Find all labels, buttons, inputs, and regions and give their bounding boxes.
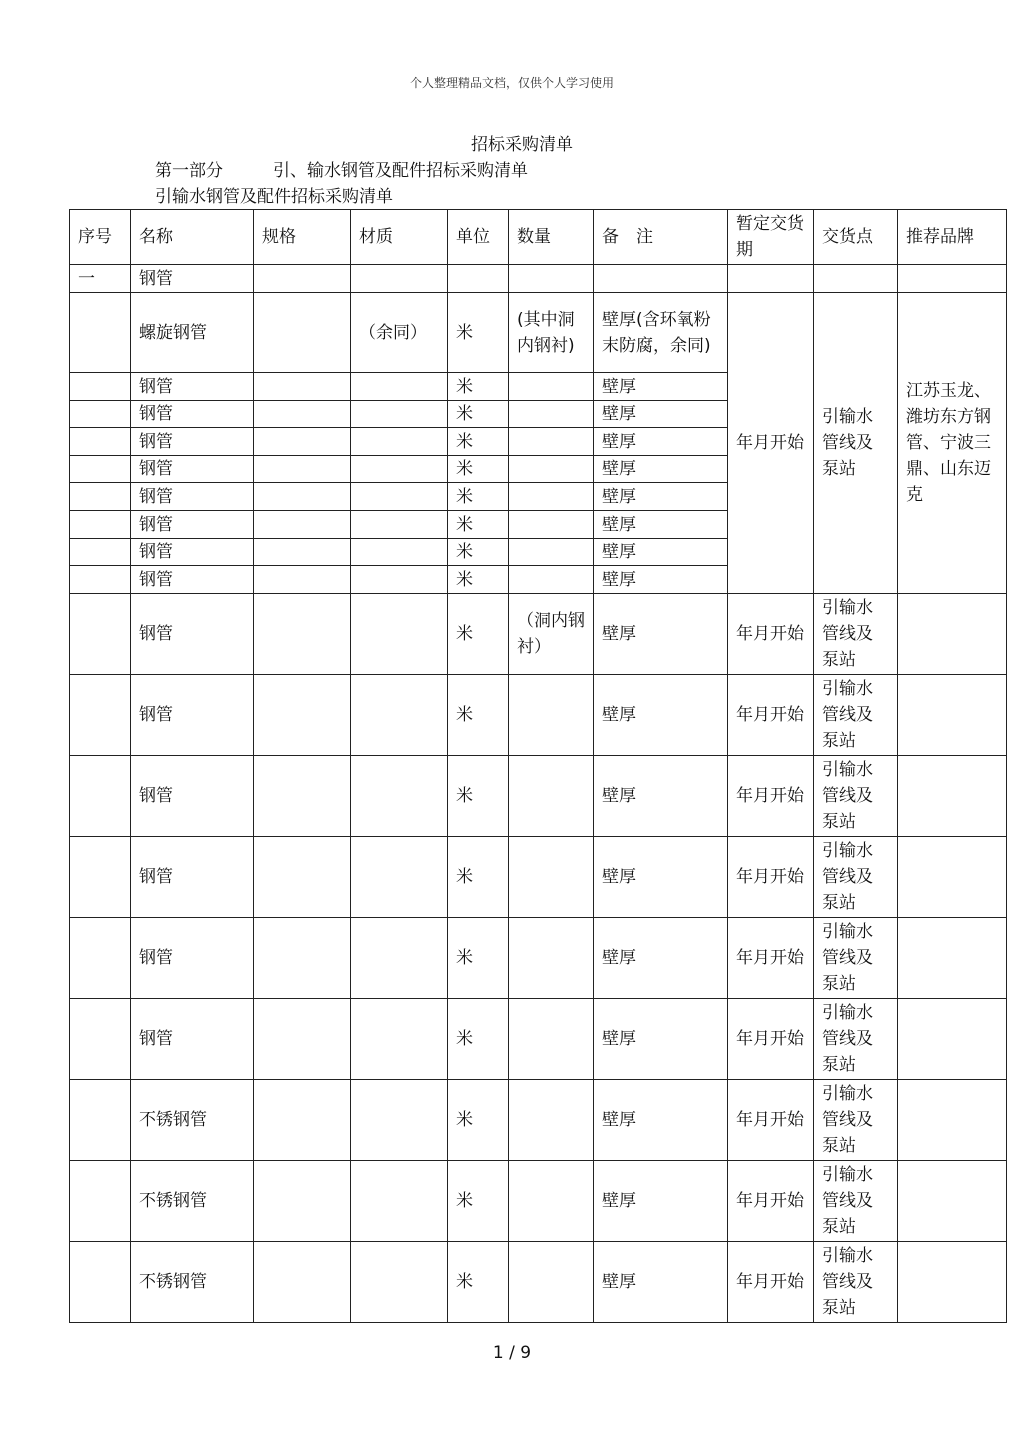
cell-delivery-point: 引输水管线及泵站 [814,594,898,675]
cell-delivery-point: 引输水管线及泵站 [814,756,898,837]
cell-material [351,918,448,999]
cell-index [70,428,131,456]
cell-delivery-time: 年月开始 [728,837,814,918]
cell-note: 壁厚 [594,1242,728,1323]
cell-material [351,837,448,918]
cell-delivery-time: 年月开始 [728,675,814,756]
cell-material [351,675,448,756]
cell-material [351,456,448,483]
cell-spec [254,511,351,539]
cell-material [351,1242,448,1323]
cell-qty [509,483,594,511]
cell-delivery-time: 年月开始 [728,1080,814,1161]
cell-name: 钢管 [131,566,254,594]
cell-qty [509,1242,594,1323]
cell-note: 壁厚 [594,837,728,918]
table-body [70,265,1007,1323]
cell-material [351,999,448,1080]
cell-qty: (其中洞内钢衬) [509,293,594,373]
cell-unit: 米 [448,401,509,428]
cell-unit: 米 [448,918,509,999]
cell-spec [254,539,351,566]
cell-index [70,675,131,756]
cell-note: 壁厚 [594,511,728,539]
cell-material: （余同） [351,293,448,373]
cell-spec [254,837,351,918]
cell-index [70,401,131,428]
cell-delivery-point: 引输水管线及泵站 [814,1161,898,1242]
cell-material [351,511,448,539]
cell-name: 钢管 [131,428,254,456]
cell-delivery-time: 年月开始 [728,1242,814,1323]
col-header-spec: 规格 [254,210,351,265]
cell-name: 钢管 [131,756,254,837]
cell-brand [898,1242,1007,1323]
col-header-delivery-time: 暂定交货期 [728,210,814,265]
cell-index [70,539,131,566]
cell-note: 壁厚 [594,594,728,675]
cell-delivery-point: 引输水管线及泵站 [814,675,898,756]
cell-unit: 米 [448,539,509,566]
cell-unit: 米 [448,511,509,539]
cell-index [70,373,131,401]
cell-unit: 米 [448,999,509,1080]
cell-brand [898,1161,1007,1242]
cell-unit: 米 [448,594,509,675]
table-row [70,918,1007,999]
cell-delivery-point: 引输水管线及泵站 [814,293,898,594]
table-row [70,1242,1007,1323]
cell-note: 壁厚 [594,428,728,456]
cell-material [351,756,448,837]
cell-qty [509,1080,594,1161]
page-header-note: 个人整理精品文档，仅供个人学习使用 [409,76,614,90]
cell-note: 壁厚(含环氧粉末防腐，余同) [594,293,728,373]
cell-delivery-time: 年月开始 [728,999,814,1080]
cell-delivery-time: 年月开始 [728,594,814,675]
cell-unit: 米 [448,566,509,594]
cell-index [70,756,131,837]
cell-note: 壁厚 [594,539,728,566]
cell-name: 钢管 [131,999,254,1080]
cell-unit: 米 [448,483,509,511]
cell-index [70,1161,131,1242]
cell-brand: 江苏玉龙、潍坊东方钢管、宁波三鼎、山东迈克 [898,293,1007,594]
cell-name: 钢管 [131,675,254,756]
cell-name: 钢管 [131,456,254,483]
cell-index [70,483,131,511]
cell-index [70,594,131,675]
cell-spec [254,675,351,756]
col-header-name: 名称 [131,210,254,265]
cell-unit: 米 [448,428,509,456]
cell-note: 壁厚 [594,1080,728,1161]
table-row [70,1080,1007,1161]
cell-qty [509,401,594,428]
cell-delivery-time: 年月开始 [728,756,814,837]
cell-note: 壁厚 [594,918,728,999]
cell-unit: 米 [448,456,509,483]
cell-name: 不锈钢管 [131,1161,254,1242]
cell-unit: 米 [448,293,509,373]
cell-name: 钢管 [131,511,254,539]
part-text: 引、输水钢管及配件招标采购清单 [273,161,528,181]
cell-spec [254,401,351,428]
table-row [70,756,1007,837]
col-header-unit: 单位 [448,210,509,265]
cell-delivery-point: 引输水管线及泵站 [814,837,898,918]
cell-material [351,428,448,456]
cell-index [70,456,131,483]
cell-spec [254,456,351,483]
cell-delivery-time: 年月开始 [728,918,814,999]
cell-delivery-time: 年月开始 [728,1161,814,1242]
cell-index [70,1242,131,1323]
cell-spec [254,373,351,401]
cell-name: 钢管 [131,373,254,401]
col-header-qty: 数量 [509,210,594,265]
cell-material [351,483,448,511]
cell-note: 壁厚 [594,675,728,756]
col-header-index: 序号 [70,210,131,265]
cell-name: 钢管 [131,483,254,511]
cell-brand [898,594,1007,675]
cell-spec [254,293,351,373]
cell-index [70,837,131,918]
cell-index [70,918,131,999]
procurement-table [69,209,1007,1323]
cell-note: 壁厚 [594,401,728,428]
table-row [70,999,1007,1080]
cell-material [351,1161,448,1242]
cell-qty [509,837,594,918]
cell-spec [254,566,351,594]
cell-unit: 米 [448,373,509,401]
cell-delivery-point: 引输水管线及泵站 [814,918,898,999]
cell-note: 壁厚 [594,756,728,837]
cell-qty [509,999,594,1080]
cell-spec [254,483,351,511]
cell-material [351,401,448,428]
cell-qty [509,918,594,999]
cell-qty [509,511,594,539]
cell-brand [898,837,1007,918]
table-header-row [70,210,1007,265]
cell-delivery-time: 年月开始 [728,293,814,594]
cell-spec [254,756,351,837]
cell-spec [254,1161,351,1242]
part-label: 第一部分 [155,161,223,181]
col-header-brand: 推荐品牌 [898,210,1007,265]
cell-delivery-point: 引输水管线及泵站 [814,1242,898,1323]
cell-qty [509,539,594,566]
cell-qty [509,675,594,756]
cell-index [70,511,131,539]
cell-material [351,373,448,401]
cell-name: 不锈钢管 [131,1242,254,1323]
table-row [70,675,1007,756]
cell-note: 壁厚 [594,999,728,1080]
cell-brand [898,756,1007,837]
cell-name: 钢管 [131,539,254,566]
cell-delivery-point: 引输水管线及泵站 [814,1080,898,1161]
col-header-material: 材质 [351,210,448,265]
cell-unit: 米 [448,756,509,837]
cell-brand [898,675,1007,756]
cell-qty [509,1161,594,1242]
cell-index [70,999,131,1080]
section-row [70,265,1007,293]
cell-material [351,1080,448,1161]
cell-index [70,566,131,594]
cell-qty [509,373,594,401]
cell-name: 钢管 [131,918,254,999]
table-caption: 引输水钢管及配件招标采购清单 [155,187,393,207]
cell-spec [254,428,351,456]
table-row [70,1161,1007,1242]
col-header-delivery-point: 交货点 [814,210,898,265]
cell-index [70,1080,131,1161]
table-row [70,594,1007,675]
table-row [70,293,1007,373]
cell-note: 壁厚 [594,1161,728,1242]
cell-qty [509,428,594,456]
cell-brand [898,1080,1007,1161]
cell-material [351,566,448,594]
cell-unit: 米 [448,1161,509,1242]
cell-note: 壁厚 [594,373,728,401]
cell-note: 壁厚 [594,456,728,483]
cell-brand [898,999,1007,1080]
cell-unit: 米 [448,1242,509,1323]
section-name: 钢管 [131,265,254,293]
cell-index [70,293,131,373]
document-title: 招标采购清单 [471,135,573,155]
cell-name: 螺旋钢管 [131,293,254,373]
cell-note: 壁厚 [594,566,728,594]
table-row [70,837,1007,918]
cell-spec [254,1242,351,1323]
cell-name: 不锈钢管 [131,1080,254,1161]
cell-note: 壁厚 [594,483,728,511]
cell-spec [254,999,351,1080]
section-index: 一 [70,265,131,293]
cell-qty: （洞内钢衬） [509,594,594,675]
part-heading [155,156,528,181]
cell-qty [509,756,594,837]
cell-spec [254,594,351,675]
cell-name: 钢管 [131,837,254,918]
cell-material [351,594,448,675]
cell-material [351,539,448,566]
cell-qty [509,456,594,483]
col-header-note: 备 注 [594,210,728,265]
page-number: 1 / 9 [492,1343,532,1363]
cell-unit: 米 [448,1080,509,1161]
cell-unit: 米 [448,837,509,918]
cell-name: 钢管 [131,401,254,428]
cell-unit: 米 [448,675,509,756]
cell-spec [254,918,351,999]
cell-qty [509,566,594,594]
cell-name: 钢管 [131,594,254,675]
cell-brand [898,918,1007,999]
cell-delivery-point: 引输水管线及泵站 [814,999,898,1080]
cell-spec [254,1080,351,1161]
